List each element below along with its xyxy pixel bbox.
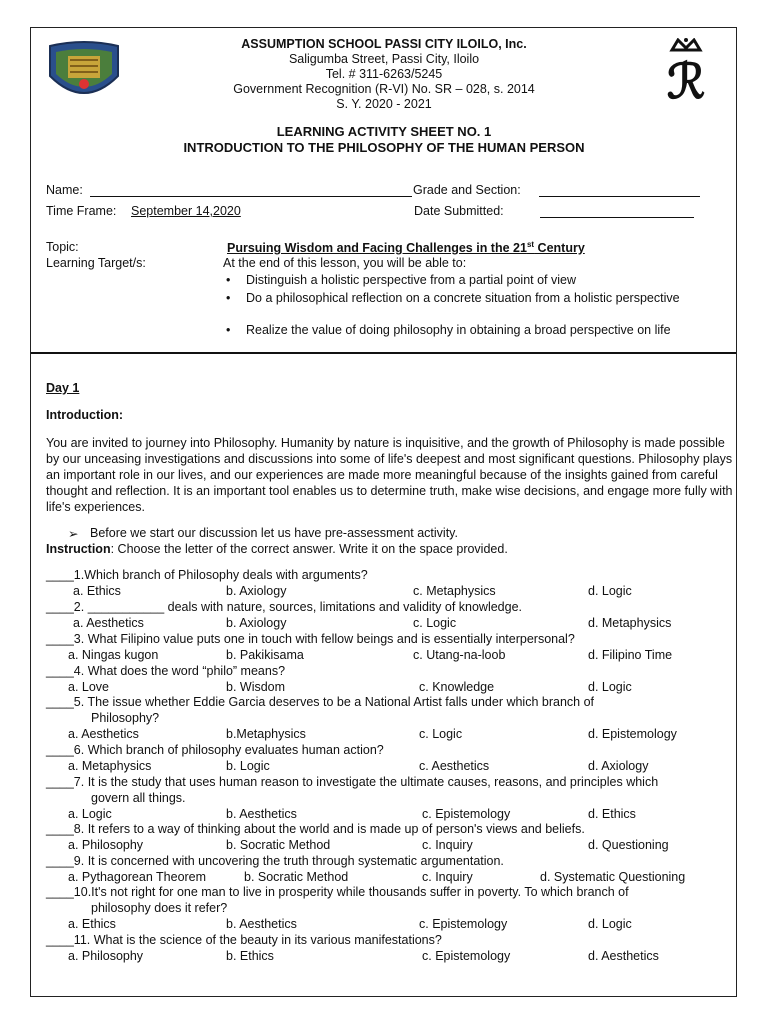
answer-option: d. Epistemology <box>588 727 677 741</box>
answer-option: c. Inquiry <box>422 870 473 884</box>
time-frame-label: Time Frame: <box>46 204 117 218</box>
answer-option: a. Metaphysics <box>68 759 152 773</box>
question-text: ____1.Which branch of Philosophy deals with arguments? <box>46 568 368 582</box>
pre-assessment-note: Before we start our discussion let us have pre-assessment activity. <box>90 526 458 540</box>
question-text: ____10.It's not right for one man to live in prosperity while thousands suffer in poverty. To which branch of <box>46 885 629 899</box>
question-text: ____3. What Filipino value puts one in touch with fellow beings and is essentially interpersonal? <box>46 632 575 646</box>
answer-option: d. Filipino Time <box>588 648 673 662</box>
answer-option: d. Questioning <box>588 838 669 852</box>
school-tel: Tel. # 311-6263/5245 <box>325 67 443 81</box>
grade-label: Grade and Section: <box>413 183 521 197</box>
sheet-subtitle: INTRODUCTION TO THE PHILOSOPHY OF THE HUMAN PERSON <box>183 140 585 155</box>
question-text: ____4. What does the word “philo” means? <box>46 664 286 678</box>
answer-option: b. Aesthetics <box>226 917 297 931</box>
learning-target-item: • Do a philosophical reflection on a concrete situation from a holistic perspective <box>226 291 680 305</box>
answer-option: a. Aesthetics <box>73 616 144 630</box>
question-text-continued: philosophy does it refer? <box>91 901 228 915</box>
answer-option: b. Pakikisama <box>226 648 304 662</box>
day-heading: Day 1 <box>46 381 80 395</box>
answer-option: d. Logic <box>588 917 632 931</box>
answer-option: d. Systematic Questioning <box>540 870 686 884</box>
answer-option: d. Ethics <box>588 807 636 821</box>
answer-option: d. Axiology <box>588 759 649 773</box>
answer-option: a. Philosophy <box>68 949 144 963</box>
name-field[interactable] <box>90 196 412 197</box>
answer-option: d. Logic <box>588 584 632 598</box>
crowned-monogram-logo <box>648 38 724 104</box>
topic-label: Topic: <box>46 240 79 254</box>
school-street: Saligumba Street, Passi City, Iloilo <box>288 52 480 66</box>
answer-option: b. Socratic Method <box>226 838 331 852</box>
answer-option: c. Knowledge <box>419 680 495 694</box>
question-text-continued: govern all things. <box>91 791 186 805</box>
question-text: ____11. What is the science of the beauty in its various manifestations? <box>46 933 442 947</box>
answer-option: b. Logic <box>226 759 270 773</box>
question-text: ____7. It is the study that uses human reason to investigate the ultimate causes, reasons, and principles which <box>46 775 659 789</box>
introduction-heading: Introduction: <box>46 408 124 422</box>
learning-target-intro: At the end of this lesson, you will be able to: <box>223 256 467 270</box>
introduction-paragraph: You are invited to journey into Philosophy. Humanity by nature is inquisitive, and the growth of Philosophy is made possible by our unceasing investigations and discussions into some of life's deepest and most significant questions. Philosophy plays an important role in our lives, and our experiences are made more meaningful because of the insights gained from careful thought and reflection. It is an important tool enables us to determine truth, make wise decisions, and engage more fully with life's experiences. <box>46 436 733 514</box>
grade-field[interactable] <box>539 196 700 197</box>
answer-option: c. Logic <box>413 616 457 630</box>
svg-text:ℛ: ℛ <box>666 54 706 104</box>
answer-option: d. Aesthetics <box>588 949 659 963</box>
arrow-bullet-icon: ➢ <box>68 527 79 541</box>
answer-option: b. Ethics <box>226 949 274 963</box>
section-divider <box>31 352 736 354</box>
answer-option: b.Metaphysics <box>226 727 306 741</box>
answer-option: b. Axiology <box>226 616 287 630</box>
answer-option: c. Epistemology <box>422 949 511 963</box>
school-year: S. Y. 2020 - 2021 <box>336 97 432 111</box>
date-submitted-field[interactable] <box>540 217 694 218</box>
answer-option: a. Ethics <box>73 584 121 598</box>
answer-option: b. Aesthetics <box>226 807 297 821</box>
question-text: ____2. ___________ deals with nature, sources, limitations and validity of knowledge. <box>46 600 523 614</box>
answer-option: a. Ethics <box>68 917 116 931</box>
answer-option: a. Ningas kugon <box>68 648 159 662</box>
question-text: ____9. It is concerned with uncovering the truth through systematic argumentation. <box>46 854 504 868</box>
question-text: ____5. The issue whether Eddie Garcia deserves to be a National Artist falls under which branch of <box>46 695 594 709</box>
answer-option: b. Axiology <box>226 584 287 598</box>
answer-option: b. Socratic Method <box>244 870 349 884</box>
government-recognition: Government Recognition (R-VI) No. SR – 028, s. 2014 <box>233 82 535 96</box>
answer-option: b. Wisdom <box>226 680 286 694</box>
answer-option: c. Utang-na-loob <box>413 648 506 662</box>
answer-option: c. Epistemology <box>419 917 508 931</box>
answer-option: c. Aesthetics <box>419 759 490 773</box>
answer-option: a. Love <box>68 680 110 694</box>
answer-option: c. Metaphysics <box>413 584 496 598</box>
question-text: ____6. Which branch of philosophy evaluates human action? <box>46 743 384 757</box>
learning-target-item: • Distinguish a holistic perspective from a partial point of view <box>226 273 577 287</box>
answer-option: d. Metaphysics <box>588 616 672 630</box>
instruction: Instruction: Choose the letter of the correct answer. Write it on the space provided. <box>46 542 508 556</box>
answer-option: a. Pythagorean Theorem <box>68 870 207 884</box>
time-frame-value: September 14,2020 <box>131 204 241 218</box>
name-label: Name: <box>46 183 83 197</box>
question-text-continued: Philosophy? <box>91 711 160 725</box>
answer-option: d. Logic <box>588 680 632 694</box>
question-text: ____8. It refers to a way of thinking about the world and is made up of person's views and beliefs. <box>46 822 585 836</box>
answer-option: a. Philosophy <box>68 838 144 852</box>
sheet-title: LEARNING ACTIVITY SHEET NO. 1 <box>276 124 492 139</box>
school-name: ASSUMPTION SCHOOL PASSI CITY ILOILO, Inc. <box>241 37 527 51</box>
answer-option: c. Epistemology <box>422 807 511 821</box>
answer-option: a. Logic <box>68 807 112 821</box>
topic-value: Pursuing Wisdom and Facing Challenges in the 21st Century <box>227 240 585 256</box>
date-submitted-label: Date Submitted: <box>414 204 504 218</box>
answer-option: a. Aesthetics <box>68 727 139 741</box>
learning-target-label: Learning Target/s: <box>46 256 146 270</box>
school-seal-logo <box>46 40 122 104</box>
answer-option: c. Logic <box>419 727 463 741</box>
answer-option: c. Inquiry <box>422 838 473 852</box>
learning-target-item: • Realize the value of doing philosophy in obtaining a broad perspective on life <box>226 323 671 337</box>
